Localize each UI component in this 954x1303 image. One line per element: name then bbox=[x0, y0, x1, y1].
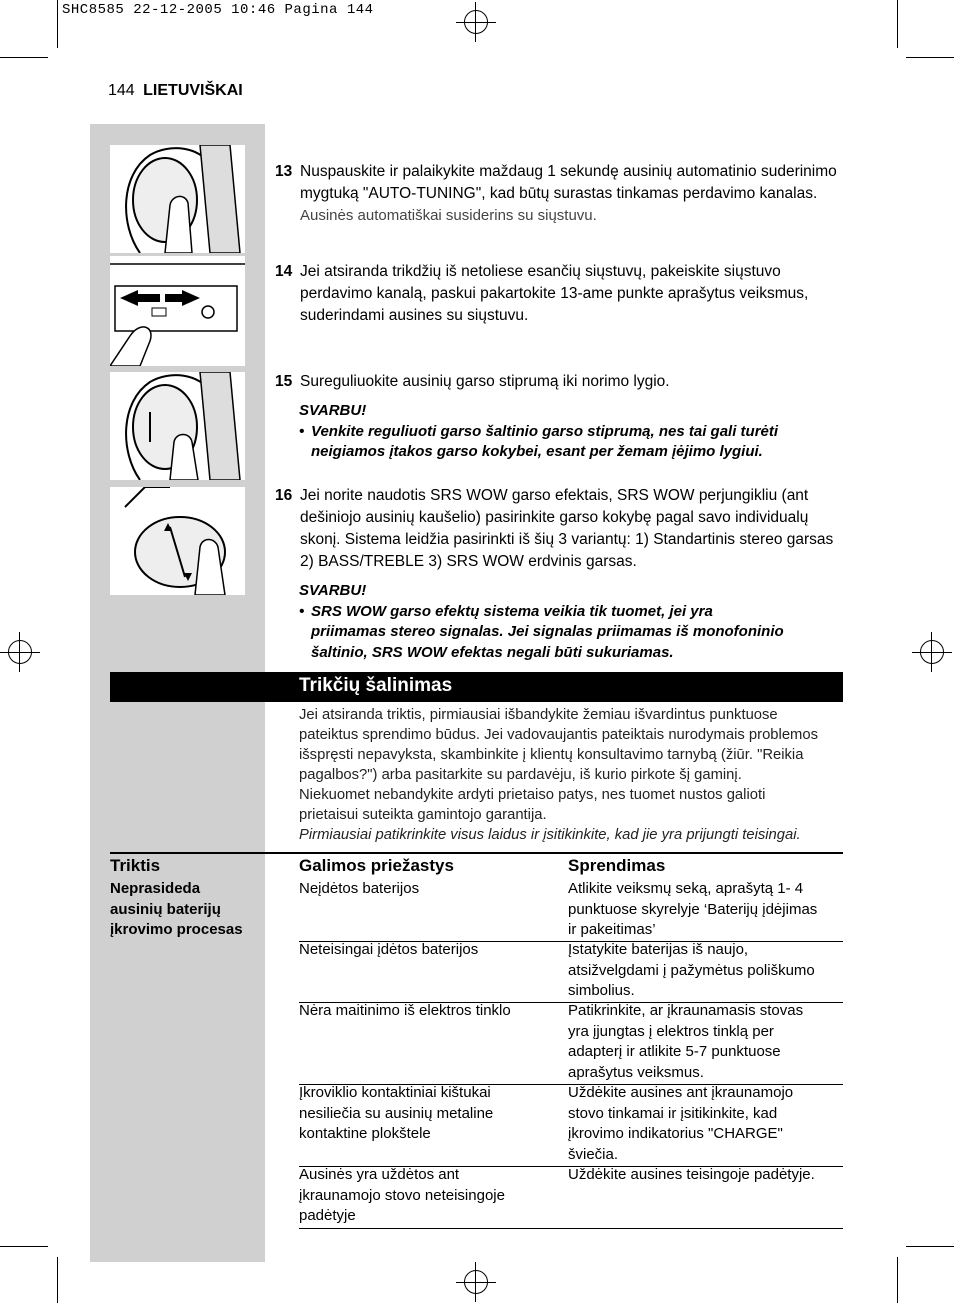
crop-mark bbox=[0, 1246, 48, 1247]
section-title: Trikčių šalinimas bbox=[299, 675, 453, 696]
step-number: 13 bbox=[275, 163, 293, 180]
page-number: 144 bbox=[108, 82, 135, 99]
solution-cell bbox=[568, 1001, 843, 1083]
cause-line: nesiliečia su ausinių metaline bbox=[299, 1104, 494, 1122]
important-label: SVARBU! bbox=[299, 402, 367, 419]
table-row bbox=[299, 1083, 559, 1145]
crop-mark bbox=[906, 1246, 954, 1247]
important-line: SRS WOW garso efektų sistema veikia tik tuomet, jei yra bbox=[311, 602, 713, 620]
cause-line: įkraunamojo stovo neteisingoje bbox=[299, 1186, 505, 1204]
step-text: Jei atsiranda trikdžių iš netoliese esančių siųstuvų, pakeiskite siųstuvo perdavimo kanalą, paskui pakartokite 13-ame punkte aprašytus veiksmus, suderindami ausines su siųstuvu. bbox=[300, 263, 809, 324]
step-number: 16 bbox=[275, 487, 293, 504]
cause-line: Įkroviklio kontaktiniai kištukai bbox=[299, 1084, 491, 1101]
problem-line: Neprasideda bbox=[110, 880, 201, 897]
headphone-srs-switch-figure bbox=[110, 487, 245, 595]
important-line: šaltinio, SRS WOW efektas negali būti sukuriamas. bbox=[311, 643, 674, 661]
solution-line: Įstatykite baterijas iš naujo, bbox=[568, 941, 749, 958]
crop-mark bbox=[57, 1257, 58, 1303]
solution-cell bbox=[568, 1083, 843, 1165]
intro-note: Pirmiausiai patikrinkite visus laidus ir įsitikinkite, kad jie yra prijungti teisingai. bbox=[299, 827, 801, 843]
step-result: Ausinės automatiškai susiderins su siųstuvu. bbox=[300, 207, 597, 224]
troubleshooting-intro bbox=[299, 705, 844, 845]
solution-line: Uždėkite ausines ant įkraunamojo bbox=[568, 1084, 794, 1101]
table-row bbox=[299, 1165, 559, 1227]
row-divider bbox=[299, 1228, 843, 1229]
crop-mark bbox=[897, 0, 898, 48]
intro-line: išspręsti nepavyksta, skambinkite į klientų konsultavimo tarnybą (žiūr. "Reikia bbox=[299, 747, 804, 763]
solution-line: yra įjungtas į elektros tinklą per bbox=[568, 1022, 774, 1040]
solution-line: įkrovimo indikatorius "CHARGE" bbox=[568, 1125, 783, 1142]
intro-line: pateiktus sprendimo būdus. Jei vadovaujantis pateiktais nurodymais problemos bbox=[299, 727, 818, 743]
cause-line: kontaktine plokštele bbox=[299, 1125, 431, 1142]
cause-line: Neteisingai įdėtos baterijos bbox=[299, 941, 479, 958]
solution-line: šviečia. bbox=[568, 1145, 619, 1163]
step-number: 15 bbox=[275, 373, 293, 390]
step-text: Sureguliuokite ausinių garso stiprumą iki norimo lygio. bbox=[300, 373, 670, 390]
step-number: 14 bbox=[275, 263, 293, 280]
solution-line: aprašytus veiksmus. bbox=[568, 1063, 704, 1081]
table-row bbox=[299, 1001, 559, 1022]
intro-line: Jei atsiranda triktis, pirmiausiai išbandykite žemiau išvardintus punktuose bbox=[299, 707, 778, 723]
header-problem: Triktis bbox=[110, 856, 161, 875]
solution-cell bbox=[568, 940, 843, 1002]
intro-line: pagalbos?") arba pasitarkite su pardavėju, iš kurio pirkote šį gaminį. bbox=[299, 767, 742, 783]
solution-line: stovo tinkamai ir įsitikinkite, kad bbox=[568, 1104, 778, 1122]
solution-line: Atlikite veiksmų seką, aprašytą 1- 4 bbox=[568, 880, 804, 897]
intro-line: prietaisui suteikta gamintojo garantija. bbox=[299, 807, 547, 823]
section-banner bbox=[110, 672, 843, 702]
important-label: SVARBU! bbox=[299, 582, 367, 599]
important-note-1 bbox=[299, 401, 844, 463]
headphone-volume-figure bbox=[110, 372, 245, 480]
important-line: Venkite reguliuoti garso šaltinio garso stiprumą, nes tai gali turėti bbox=[311, 422, 779, 440]
solution-cell bbox=[568, 1165, 843, 1186]
crop-mark bbox=[0, 57, 48, 58]
important-note-2 bbox=[299, 581, 844, 663]
table-row bbox=[299, 879, 559, 900]
solution-line: Patikrinkite, ar įkraunamasis stovas bbox=[568, 1002, 804, 1019]
solution-line: simbolius. bbox=[568, 982, 635, 999]
step-text: Jei norite naudotis SRS WOW garso efektais, SRS WOW perjungikliu (ant dešiniojo ausinių kaušelio) pasirinkite garso kokybę pagal savo individualų skonį. Sistema leidžia pasirinkti iš šių 3 variantų: 1) Standartinis stereo garsas 2) BASS/TREBLE 3) SRS WOW erdvinis garsas. bbox=[300, 487, 834, 570]
crop-mark bbox=[897, 1257, 898, 1303]
cause-line: Nėra maitinimo iš elektros tinklo bbox=[299, 1002, 511, 1019]
headphone-tuning-button-figure bbox=[110, 145, 245, 253]
header-cause: Galimos priežastys bbox=[299, 856, 454, 875]
transmitter-channel-switch-figure bbox=[110, 256, 245, 366]
solution-line: atsižvelgdami į pažymėtus poliškumo bbox=[568, 961, 815, 979]
solution-line: Uždėkite ausines teisingoje padėtyje. bbox=[568, 1166, 815, 1183]
section-label: LIETUVIŠKAI bbox=[143, 82, 243, 99]
cause-line: Ausinės yra uždėtos ant bbox=[299, 1166, 460, 1183]
crop-mark bbox=[906, 57, 954, 58]
table-row bbox=[299, 940, 559, 961]
important-line: priimamas stereo signalas. Jei signalas priimamas iš monofoninio bbox=[311, 623, 784, 640]
bullet: • bbox=[299, 602, 305, 620]
registration-mark bbox=[912, 632, 952, 672]
page-heading bbox=[108, 82, 243, 100]
solution-line: ir pakeitimas’ bbox=[568, 921, 656, 938]
bullet: • bbox=[299, 422, 305, 440]
solution-cell bbox=[568, 879, 843, 941]
step-text: Nuspauskite ir palaikykite maždaug 1 sekundę ausinių automatinio suderinimo mygtuką "AUTO-TUNING", kad būtų surastas tinkamas perdavimo kanalas. bbox=[300, 163, 837, 202]
registration-mark bbox=[456, 1262, 496, 1302]
problem-line: įkrovimo procesas bbox=[110, 921, 243, 938]
table-top-rule bbox=[110, 852, 843, 854]
solution-line: punktuose skyrelyje ‘Baterijų įdėjimas bbox=[568, 900, 818, 918]
registration-mark bbox=[0, 632, 40, 672]
problem-cell bbox=[110, 879, 270, 941]
header-solution: Sprendimas bbox=[568, 856, 666, 875]
registration-mark bbox=[456, 2, 496, 42]
intro-line: Niekuomet nebandykite ardyti prietaiso patys, nes tuomet nustos galioti bbox=[299, 787, 766, 803]
important-line: neigiamos įtakos garso kokybei, esant per žemam įėjimo lygiui. bbox=[311, 443, 763, 460]
problem-line: ausinių baterijų bbox=[110, 900, 221, 918]
cause-line: Neįdėtos baterijos bbox=[299, 880, 420, 897]
crop-mark bbox=[57, 0, 58, 48]
cause-line: padėtyje bbox=[299, 1207, 356, 1224]
print-header: SHC8585 22-12-2005 10:46 Pagina 144 bbox=[62, 2, 374, 18]
solution-line: adapterį ir atlikite 5-7 punktuose bbox=[568, 1043, 781, 1060]
